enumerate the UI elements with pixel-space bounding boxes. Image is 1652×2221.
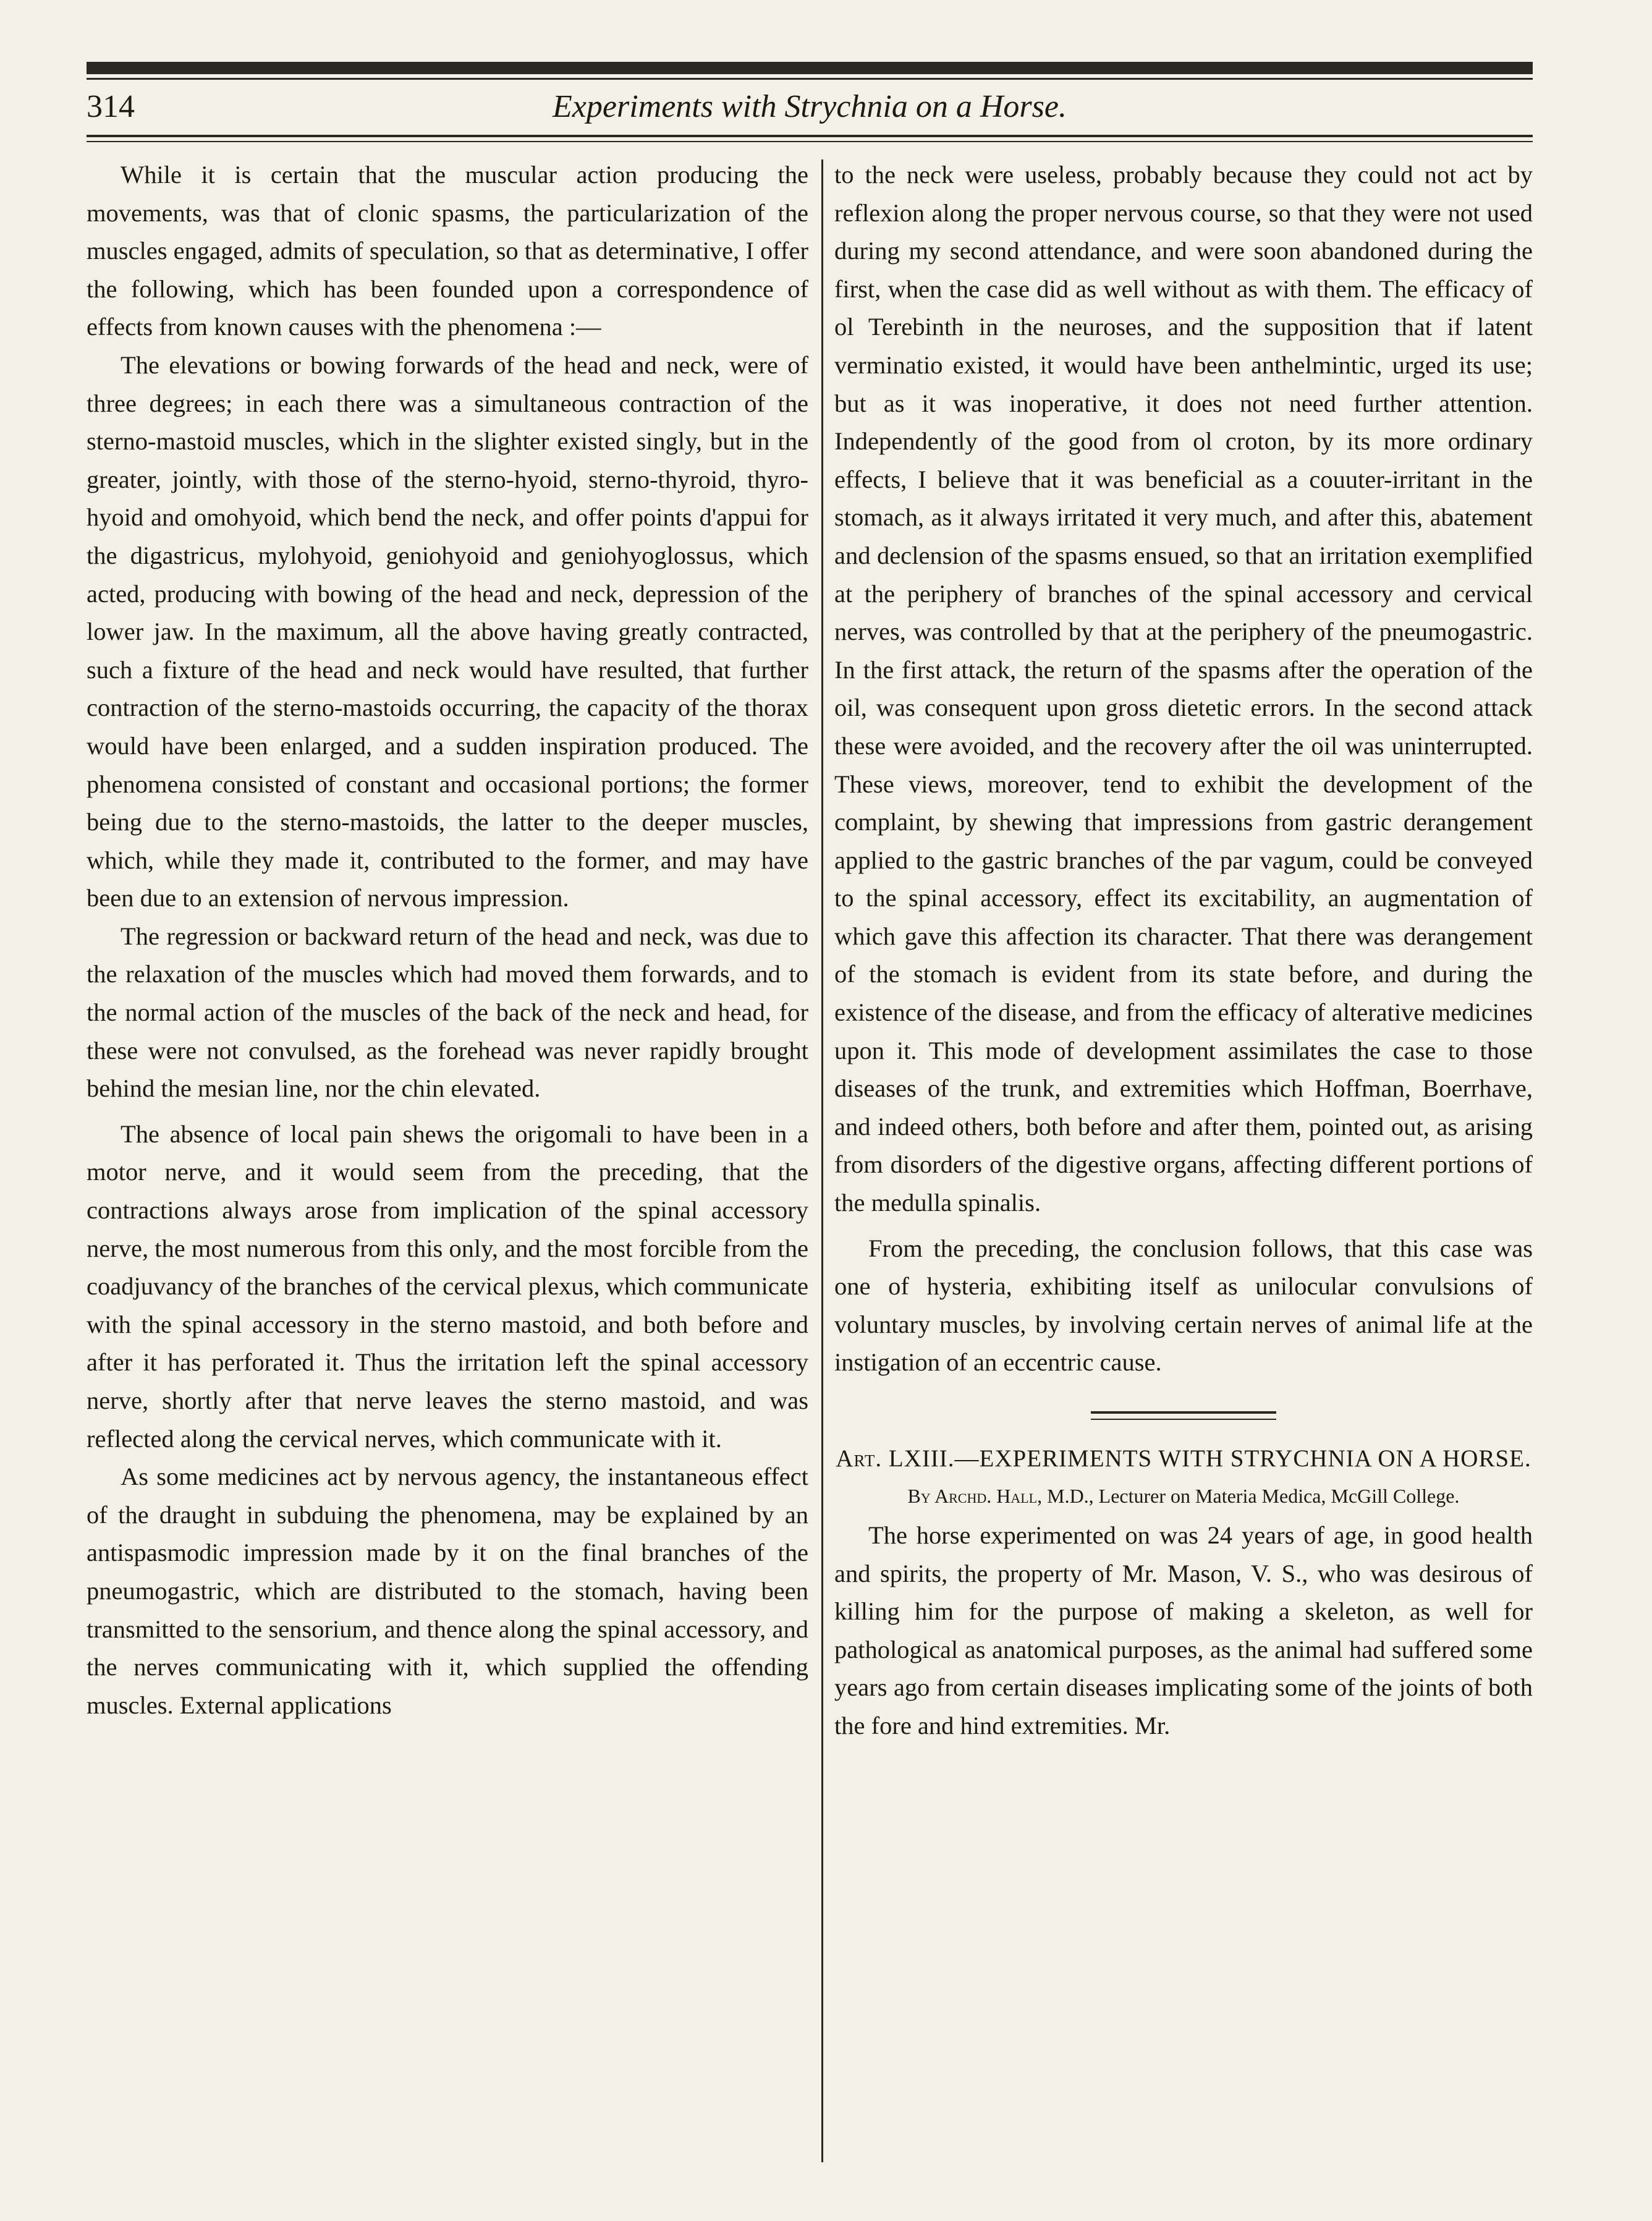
page-header [87, 85, 1533, 129]
paragraph: The horse experimented on was 24 years of age, in good health and spirits, the property of Mr. Mason, V. S., who was desirous of killing him for the purpose of making a skeleton, as well for pathological as anatomical purposes, as the animal had suffered some years ago from certain diseases implicating some of the joints of both the fore and hind extremities. Mr. [834, 1521, 1533, 1739]
article-number: Art. LXIII. [836, 1445, 955, 1472]
paragraph: From the preceding, the conclusion follows, that this case was one of hysteria, exhibiting itself as unilocular convulsions of voluntary muscles, by involving certain nerves of animal life at the instigation of an eccentric cause. [834, 1234, 1533, 1377]
article-title-text: —EXPERIMENTS WITH STRYCHNIA ON A HORSE. [954, 1445, 1531, 1472]
header-rule-thin [87, 141, 1533, 142]
paragraph: to the neck were useless, probably because they could not act by reflexion along the proper nervous course, so that they were not used during my second attendance, and were soon abandoned during the first, when the case did as well without as with them. The efficacy of ol Terebinth in the neuroses, and the supposition that if latent verminatio existed, it would have been anthelmintic, urged its use; but as it was inoperative, it does not need further attention. Independently of the good from ol croton, by its more ordinary effects, I believe that it was beneficial as a couuter-irritant in the stomach, as it always irritated it very much, and after this, abatement and declension of the spasms ensued, so that an irritation exemplified at the periphery of branches of the spinal accessory and cervical nerves, was controlled by that at the periphery of the pneumogastric. In the first attack, the return of the spasms after the operation of the oil, was consequent upon gross dietetic errors. In the second attack these were avoided, and the recovery after the oil was uninterrupted. These views, moreover, tend to exhibit the development of the complaint, by shewing that impressions from gastric derangement applied to the gastric branches of the par vagum, could be conveyed to the spinal accessory, effect its excitability, an augmentation of which gave this affection its character. That there was derangement of the stomach is evident from its state before, and during the existence of the disease, and from the efficacy of alterative medicines upon it. This mode of development assimilates the case to those diseases of the trunk, and extremities which Hoffman, Boerrhave, and indeed others, both before and after them, pointed out, as arising from disorders of the digestive organs, affecting different portions of the medulla spinalis. [834, 161, 1533, 1217]
left-column [87, 156, 808, 1724]
paragraph: As some medicines act by nervous agency, the instantaneous effect of the draught in subduing the phenomena, may be explained by an antispasmodic impression made by it on the final branches of the pneumogastric, which are distributed to the stomach, having been transmitted to the sensorium, and thence along the spinal accessory, and the nerves communicating with it, which supplied the offending muscles. External applications [87, 1463, 808, 1719]
page-number: 314 [87, 89, 135, 124]
author-name: By Archd. Hall, [907, 1485, 1043, 1507]
paragraph: While it is certain that the muscular action producing the movements, was that of clonic spasms, the particularization of the muscles engaged, admits of speculation, so that as determinative, I offer the following, which has been founded upon a correspondence of effects from known causes with the phenomena :— [87, 161, 808, 341]
article-title [834, 1441, 1533, 1477]
paragraph: The elevations or bowing forwards of the head and neck, were of three degrees; in each there was a simultaneous contraction of the sterno-mastoid muscles, which in the slighter existed singly, but in the greater, jointly, with those of the sterno-hyoid, sterno-thyroid, thyro-hyoid and omohyoid, which bend the neck, and offer points d'appui for the digastricus, mylohyoid, geniohyoid and geniohyoglossus, which acted, producing with bowing of the head and neck, depression of the lower jaw. In the maximum, all the above having greatly contracted, such a fixture of the head and neck would have resulted, that further contraction of the sterno-mastoids occurring, the capacity of the thorax would have been enlarged, and a sudden inspiration produced. The phenomena consisted of constant and occasional portions; the former being due to the sterno-mastoids, the latter to the deeper muscles, which, while they made it, contributed to the former, and may have been due to an extension of nervous impression. [87, 350, 808, 912]
author-affiliation: M.D., Lecturer on Materia Medica, McGill College. [1047, 1485, 1460, 1507]
top-rule-thin [87, 78, 1533, 80]
paragraph: The absence of local pain shews the origomali to have been in a motor nerve, and it would seem from the preceding, that the contractions always arose from implication of the spinal accessory nerve, the most numerous from this only, and the most forcible from the coadjuvancy of the branches of the cervical plexus, which communicate with the spinal accessory in the sterno mastoid, and both before and after it has perforated it. Thus the irritation left the spinal accessory nerve, shortly after that nerve leaves the sterno mastoid, and was reflected along the cervical nerves, which communicate with it. [87, 1119, 808, 1453]
column-divider [821, 159, 823, 2162]
article-author [834, 1482, 1533, 1510]
running-title: Experiments with Strychnia on a Horse. [553, 89, 1067, 124]
article-separator-thick [1091, 1411, 1276, 1414]
top-rule-thick [87, 62, 1533, 74]
header-rule-thick [87, 135, 1533, 137]
right-column [834, 156, 1533, 1745]
article-separator-thin [1091, 1419, 1276, 1420]
paragraph: The regression or backward return of the head and neck, was due to the relaxation of the muscles which had moved them forwards, and to the normal action of the muscles of the back of the neck and head, for these were not convulsed, as the forehead was never rapidly brought behind the mesian line, nor the chin elevated. [87, 922, 808, 1103]
